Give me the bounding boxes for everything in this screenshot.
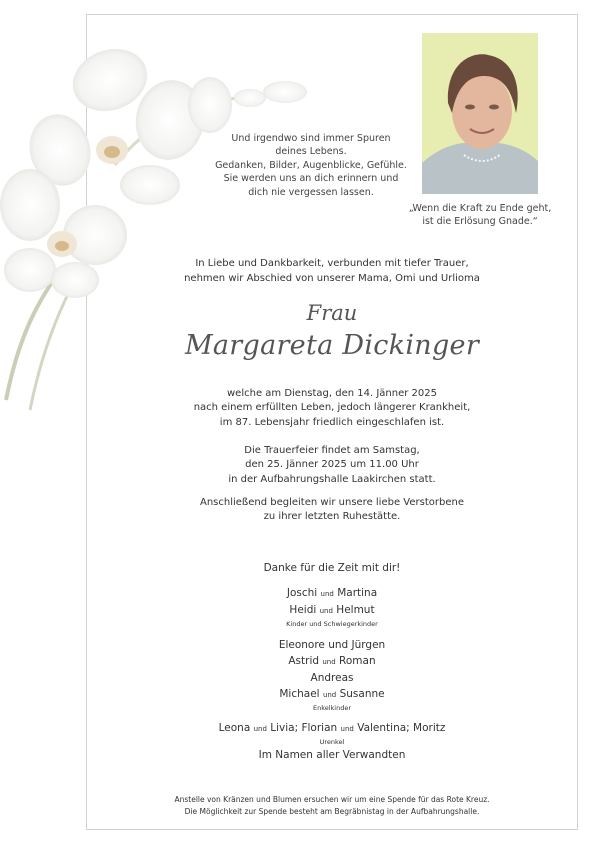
poem-line: Und irgendwo sind immer Spuren [231, 133, 391, 144]
death-notice [86, 387, 578, 430]
footer-line: Die Möglichkeit zur Spende besteht am Begräbnistag in der Aufbahrungshalle. [184, 806, 480, 816]
poem-line: Gedanken, Bilder, Augenblicke, Gefühle. [215, 159, 407, 171]
mourner-name: Heidi [289, 604, 317, 616]
quote-line: „Wenn die Kraft zu Ende geht, [408, 203, 552, 214]
conjunction: und [322, 691, 337, 699]
salutation: Frau [306, 301, 358, 325]
great-grandchildren-label: Urenkel [319, 738, 345, 746]
death-notice-line: im 87. Lebensjahr friedlich eingeschlafen ist. [219, 416, 445, 428]
poem-line: deines Lebens. [275, 146, 347, 158]
mourner-name: Astrid [288, 655, 320, 667]
intro-line: nehmen wir Abschied von unserer Mama, Omi und Urlioma [184, 272, 480, 284]
mourner-name: Roman [339, 655, 376, 667]
mourners-list [86, 562, 578, 763]
memorial-poem [206, 132, 416, 199]
death-notice-line: nach einem erfüllten Leben, jedoch längerer Krankheit, [193, 402, 471, 414]
donation-note [86, 794, 578, 817]
mourner-name: Leona [218, 722, 251, 734]
portrait-photo [422, 33, 538, 194]
mourner-couple: Eleonore und Jürgen [278, 639, 386, 651]
ceremony-line: in der Aufbahrungshalle Laakirchen statt. [228, 473, 436, 485]
ceremony-info [86, 444, 578, 487]
poem-line: dich nie vergessen lassen. [248, 186, 374, 198]
mourner-couple [86, 602, 578, 619]
mourner-name: Martina [337, 587, 378, 599]
mourner-name: Susanne [339, 688, 385, 700]
conjunction: und [322, 658, 336, 666]
mourner-name: Valentina; Moritz [357, 722, 446, 734]
portrait-quote [400, 202, 560, 229]
mourner-couple [86, 585, 578, 602]
ceremony-line: den 25. Jänner 2025 um 11.00 Uhr [245, 459, 419, 471]
burial-line: Anschließend begleiten wir unsere liebe Verstorbene [200, 497, 464, 508]
relatives-line: Im Namen aller Verwandten [258, 749, 406, 761]
conjunction: und [320, 590, 334, 598]
mourner-couple [86, 686, 578, 703]
grandchildren-label: Enkelkinder [312, 704, 352, 712]
thanks-line: Danke für die Zeit mit dir! [263, 562, 401, 574]
mourner-name: Michael [279, 688, 320, 700]
burial-info [86, 496, 578, 525]
burial-line: zu ihrer letzten Ruhestätte. [263, 511, 401, 523]
quote-line: ist die Erlösung Gnade.“ [422, 216, 538, 228]
footer-line: Anstelle von Kränzen und Blumen ersuchen wir um eine Spende für das Rote Kreuz. [174, 795, 490, 804]
ceremony-line: Die Trauerfeier findet am Samstag, [244, 445, 420, 456]
children-label: Kinder und Schwiegerkinder [286, 620, 378, 628]
poem-line: Sie werden uns an dich erinnern und [223, 173, 399, 185]
intro-line: In Liebe und Dankbarkeit, verbunden mit tiefer Trauer, [195, 258, 469, 269]
conjunction: und [253, 725, 267, 733]
mourner-name: Andreas [310, 672, 354, 684]
mourner-name: Livia; Florian [270, 722, 338, 734]
deceased-name: Margareta Dickinger [184, 330, 480, 361]
farewell-intro [86, 257, 578, 286]
mourner-couple [86, 653, 578, 670]
conjunction: und [319, 607, 333, 615]
death-notice-line: welche am Dienstag, den 14. Jänner 2025 [227, 388, 437, 399]
conjunction: und [340, 725, 354, 733]
mourner-name: Helmut [336, 604, 375, 616]
mourner-name: Joschi [286, 587, 318, 599]
great-grandchildren-line [86, 720, 578, 737]
